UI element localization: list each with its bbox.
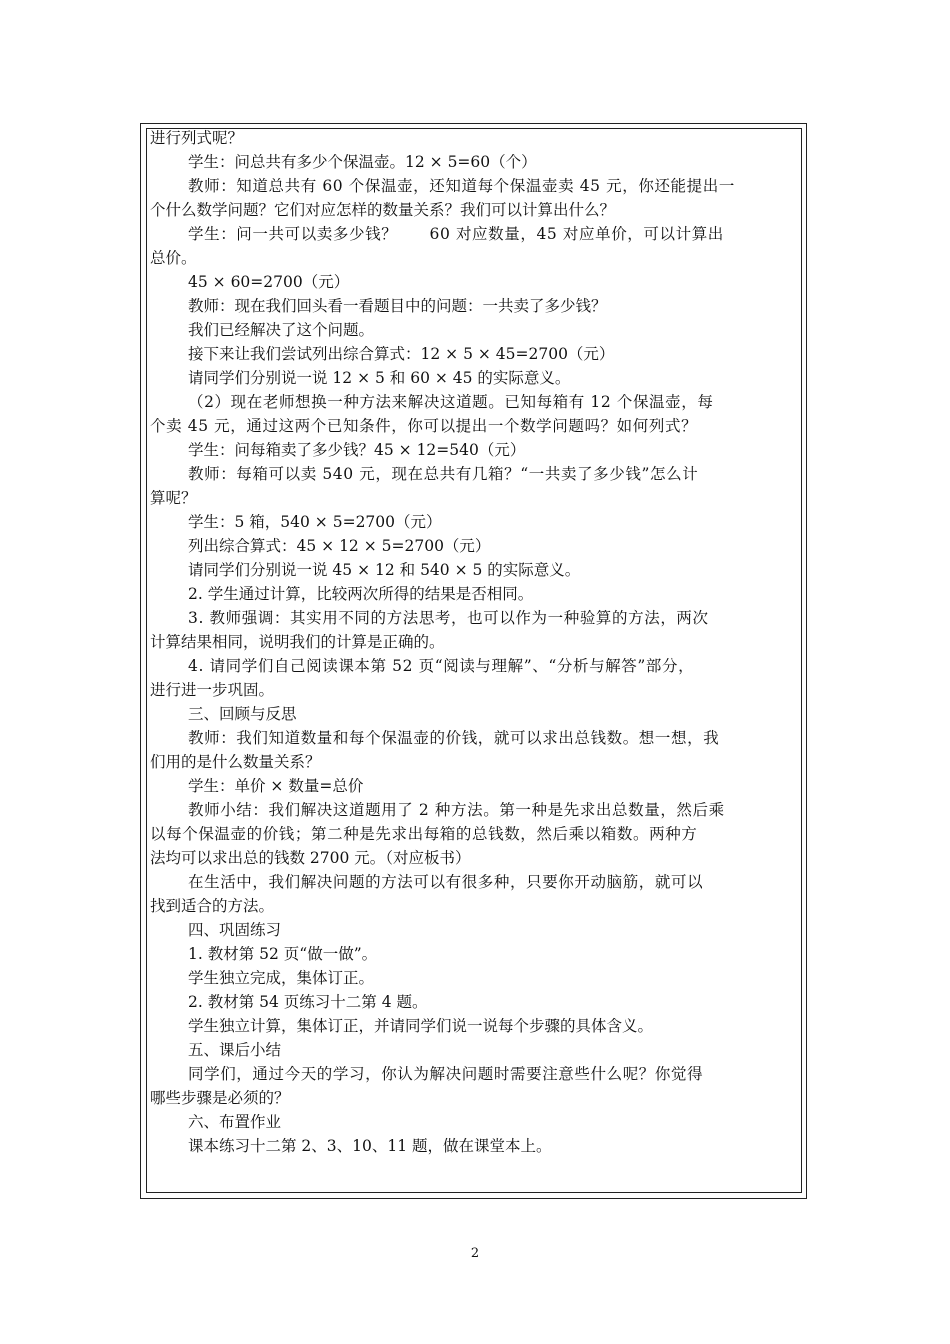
text-line: 进行进一步巩固。 [150, 681, 275, 699]
text-line: 教师：我们知道数量和每个保温壶的价钱，就可以求出总钱数。想一想，我 [188, 729, 720, 747]
text-line: 法均可以求出总的钱数 2700 元。（对应板书） [150, 849, 471, 867]
text-line: 哪些步骤是必须的？ [150, 1089, 290, 1107]
section-heading: 三、回顾与反思 [188, 705, 297, 723]
text-line: 教师：每箱可以卖 540 元，现在总共有几箱？“一共卖了多少钱”怎么计 [188, 465, 699, 483]
page-number: 2 [470, 1246, 480, 1261]
text-line: 同学们，通过今天的学习，你认为解决问题时需要注意些什么呢？你觉得 [188, 1065, 704, 1083]
section-heading: 六、布置作业 [188, 1113, 282, 1131]
text-line: 学生：问一共可以卖多少钱？ 60 对应数量，45 对应单价，可以计算出 [188, 225, 724, 243]
text-line: 找到适合的方法。 [150, 897, 275, 915]
text-line: 学生：5 箱，540 × 5=2700（元） [188, 513, 442, 531]
text-line: 以每个保温壶的价钱；第二种是先求出每箱的总钱数，然后乘以箱数。两种方 [150, 825, 698, 843]
text-line: （2）现在老师想换一种方法来解决这道题。已知每箱有 12 个保温壶，每 [188, 393, 714, 411]
text-line: 教师小结：我们解决这道题用了 2 种方法。第一种是先求出总数量，然后乘 [188, 801, 725, 819]
text-line: 请同学们分别说一说 12 × 5 和 60 × 45 的实际意义。 [188, 369, 571, 387]
text-line: 45 × 60=2700（元） [188, 273, 350, 291]
text-line: 计算结果相同，说明我们的计算是正确的。 [150, 633, 445, 651]
text-line: 进行列式呢？ [150, 129, 244, 147]
text-line: 个卖 45 元，通过这两个已知条件，你可以提出一个数学问题吗？如何列式？ [150, 417, 698, 435]
text-line: 学生：问每箱卖了多少钱？45 × 12=540（元） [188, 441, 526, 459]
text-line: 学生：单价 × 数量=总价 [188, 777, 364, 795]
text-line: 教师：现在我们回头看一看题目中的问题：一共卖了多少钱？ [188, 297, 607, 315]
text-line: 请同学们分别说一说 45 × 12 和 540 × 5 的实际意义。 [188, 561, 581, 579]
text-line: 接下来让我们尝试列出综合算式：12 × 5 × 45=2700（元） [188, 345, 615, 363]
text-line: 4. 请同学们自己阅读课本第 52 页“阅读与理解”、“分析与解答”部分， [188, 657, 695, 675]
text-line: 学生独立完成，集体订正。 [188, 969, 375, 987]
text-line: 学生独立计算，集体订正，并请同学们说一说每个步骤的具体含义。 [188, 1017, 654, 1035]
text-line: 教师：知道总共有 60 个保温壶，还知道每个保温壶卖 45 元，你还能提出一 [188, 177, 735, 195]
text-line: 列出综合算式：45 × 12 × 5=2700（元） [188, 537, 491, 555]
text-line: 我们已经解决了这个问题。 [188, 321, 375, 339]
text-line: 在生活中，我们解决问题的方法可以有很多种，只要你开动脑筋，就可以 [188, 873, 704, 891]
text-line: 总价。 [150, 249, 197, 267]
text-line: 2. 学生通过计算，比较两次所得的结果是否相同。 [188, 585, 534, 603]
text-line: 学生：问总共有多少个保温壶。12 × 5=60（个） [188, 153, 537, 171]
text-line: 3. 教师强调：其实用不同的方法思考，也可以作为一种验算的方法，两次 [188, 609, 709, 627]
section-heading: 五、课后小结 [188, 1041, 282, 1059]
text-line: 们用的是什么数量关系？ [150, 753, 321, 771]
text-line: 算呢？ [150, 489, 197, 507]
text-line: 课本练习十二第 2、3、10、11 题，做在课堂本上。 [188, 1137, 552, 1155]
text-line: 1. 教材第 52 页“做一做”。 [188, 945, 378, 963]
section-heading: 四、巩固练习 [188, 921, 282, 939]
text-line: 个什么数学问题？它们对应怎样的数量关系？我们可以计算出什么？ [150, 201, 616, 219]
text-line: 2. 教材第 54 页练习十二第 4 题。 [188, 993, 428, 1011]
